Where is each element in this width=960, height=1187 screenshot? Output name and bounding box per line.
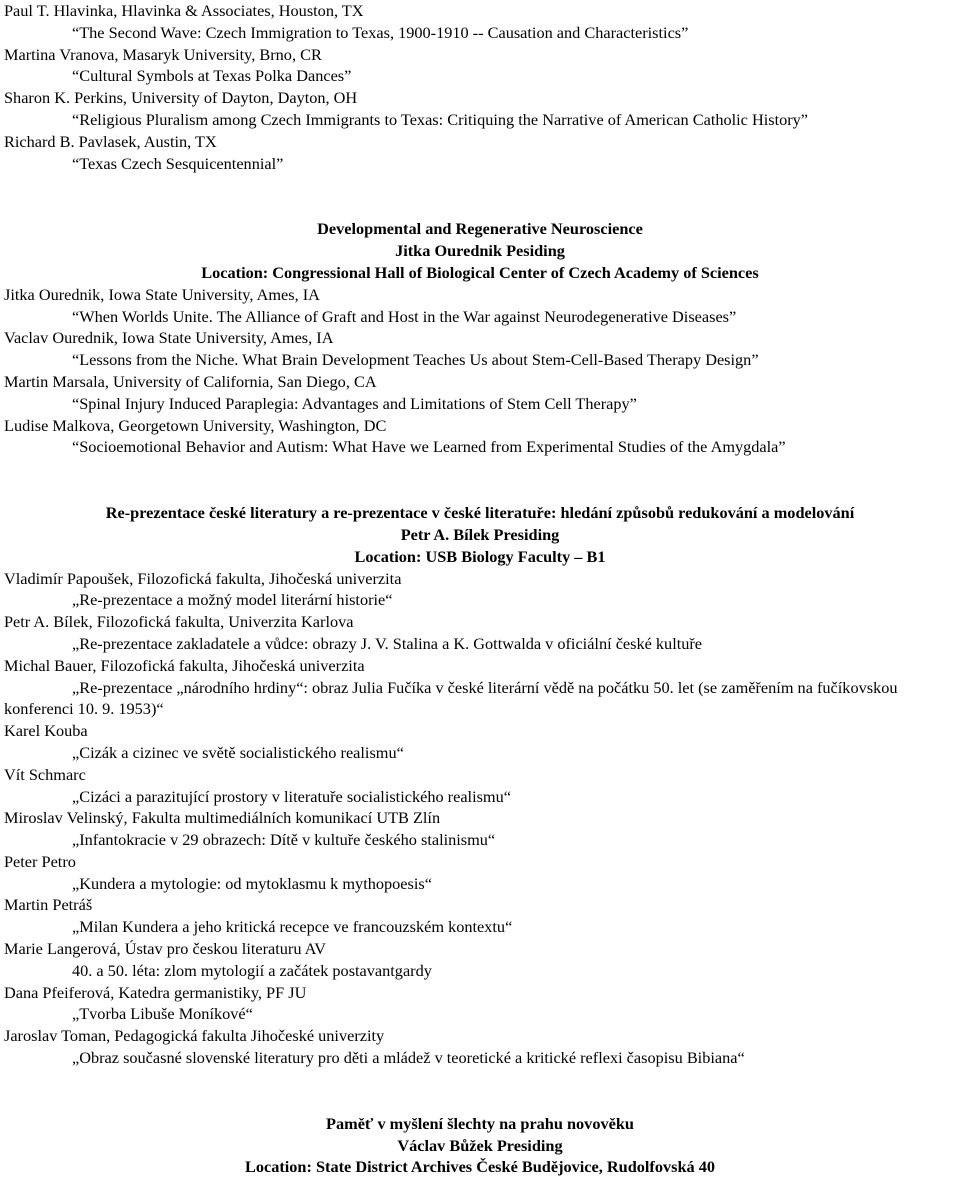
paper-title: „Tvorba Libuše Moníkové“ — [72, 1004, 253, 1024]
paper-title: „Cizáci a parazitující prostory v literatuře socialistického realismu“ — [72, 786, 511, 806]
paper-title: 40. a 50. léta: zlom mytologií a začátek postavantgardy — [72, 960, 432, 980]
paper-title: “Lessons from the Niche. What Brain Development Teaches Us about Stem-Cell-Based Therapy Design” — [72, 350, 759, 370]
presenter-name: Martina Vranova, Masaryk University, Brno, CR — [4, 44, 322, 64]
paper-title: “Cultural Symbols at Texas Polka Dances” — [72, 66, 352, 86]
paper-title: „Cizák a cizinec ve světě socialistického realismu“ — [72, 742, 404, 762]
session-czech-literature — [4, 502, 956, 1069]
session-location: Location: State District Archives České Budějovice, Rudolfovská 40 — [244, 1157, 716, 1177]
presenter-name: Martin Marsala, University of California, San Diego, CA — [4, 371, 377, 391]
session-memory-nobility — [4, 1113, 956, 1178]
paper-title: “Texas Czech Sesquicentennial” — [72, 153, 284, 173]
paper-title: “Spinal Injury Induced Paraplegia: Advantages and Limitations of Stem Cell Therapy” — [72, 393, 637, 413]
presenter-name: Jitka Ourednik, Iowa State University, Ames, IA — [4, 284, 320, 304]
presenter-name: Dana Pfeiferová, Katedra germanistiky, PF JU — [4, 982, 307, 1002]
presenter-name: Michal Bauer, Filozofická fakulta, Jihočeská univerzita — [4, 655, 365, 675]
session-texas-czech — [4, 0, 956, 174]
session-presiding: Václav Bůžek Presiding — [397, 1135, 563, 1155]
presenter-name: Petr A. Bílek, Filozofická fakulta, Univerzita Karlova — [4, 612, 354, 632]
paper-title: “The Second Wave: Czech Immigration to Texas, 1900-1910 -- Causation and Characteristics” — [72, 22, 689, 42]
section-spacer — [4, 174, 956, 218]
presenter-name: Peter Petro — [4, 851, 76, 871]
section-spacer — [4, 458, 956, 502]
session-presiding: Petr A. Bílek Presiding — [400, 524, 560, 544]
session-heading: Re-prezentace české literatury a re-prezentace v české literatuře: hledání způsobů redukování a modelování — [105, 503, 855, 523]
paper-title: “Socioemotional Behavior and Autism: What Have we Learned from Experimental Studies of the Amygdala” — [72, 437, 786, 457]
presenter-name: Paul T. Hlavinka, Hlavinka & Associates, Houston, TX — [4, 1, 364, 20]
presenter-name: Karel Kouba — [4, 721, 88, 741]
presenter-name: Marie Langerová, Ústav pro českou literaturu AV — [4, 939, 327, 959]
conference-program-page — [4, 0, 956, 1178]
paper-title: „Infantokracie v 29 obrazech: Dítě v kultuře českého stalinismu“ — [72, 830, 496, 850]
session-location: Location: USB Biology Faculty – B1 — [354, 546, 606, 566]
presenter-name: Miroslav Velinský, Fakulta multimediálních komunikací UTB Zlín — [4, 808, 441, 828]
paper-title: „Milan Kundera a jeho kritická recepce ve francouzském kontextu“ — [72, 917, 513, 937]
paper-title: „Re-prezentace a možný model literární historie“ — [72, 590, 393, 610]
paper-title-text: „Re-prezentace „národního hrdiny“: obraz Julia Fučíka v české literární vědě na počátku 50. let (se zaměřením na fučíkovskou konferenci 10. 9. 1953)“ — [4, 677, 898, 719]
presenter-name: Sharon K. Perkins, University of Dayton, Dayton, OH — [4, 88, 358, 108]
session-presiding: Jitka Ourednik Pesiding — [395, 241, 565, 261]
presenter-name: Jaroslav Toman, Pedagogická fakulta Jihočeské univerzity — [4, 1026, 385, 1046]
paper-title: „Kundera a mytologie: od mytoklasmu k mythopoesis“ — [72, 873, 432, 893]
presenter-name: Vaclav Ourednik, Iowa State University, Ames, IA — [4, 328, 334, 348]
presenter-name: Richard B. Pavlasek, Austin, TX — [4, 131, 217, 151]
paper-title: “When Worlds Unite. The Alliance of Graft and Host in the War against Neurodegenerative Diseases” — [72, 306, 737, 326]
session-heading: Developmental and Regenerative Neuroscience — [317, 219, 643, 239]
session-neuroscience — [4, 218, 956, 458]
presenter-name: Vít Schmarc — [4, 764, 86, 784]
paper-title: “Religious Pluralism among Czech Immigrants to Texas: Critiquing the Narrative of American Catholic History” — [72, 109, 809, 129]
paper-title: „Obraz současné slovenské literatury pro děti a mládež v teoretické a kritické reflexi časopisu Bibiana“ — [72, 1048, 745, 1068]
presenter-name: Vladimír Papoušek, Filozofická fakulta, Jihočeská univerzita — [4, 568, 402, 588]
presenter-name: Ludise Malkova, Georgetown University, Washington, DC — [4, 415, 387, 435]
paper-title — [4, 677, 956, 721]
paper-title: „Re-prezentace zakladatele a vůdce: obrazy J. V. Stalina a K. Gottwalda v oficiální české kultuře — [72, 633, 703, 653]
presenter-name: Martin Petráš — [4, 895, 93, 915]
session-location: Location: Congressional Hall of Biological Center of Czech Academy of Sciences — [201, 262, 759, 282]
session-heading: Paměť v myšlení šlechty na prahu novověku — [326, 1113, 634, 1133]
section-spacer — [4, 1069, 956, 1113]
